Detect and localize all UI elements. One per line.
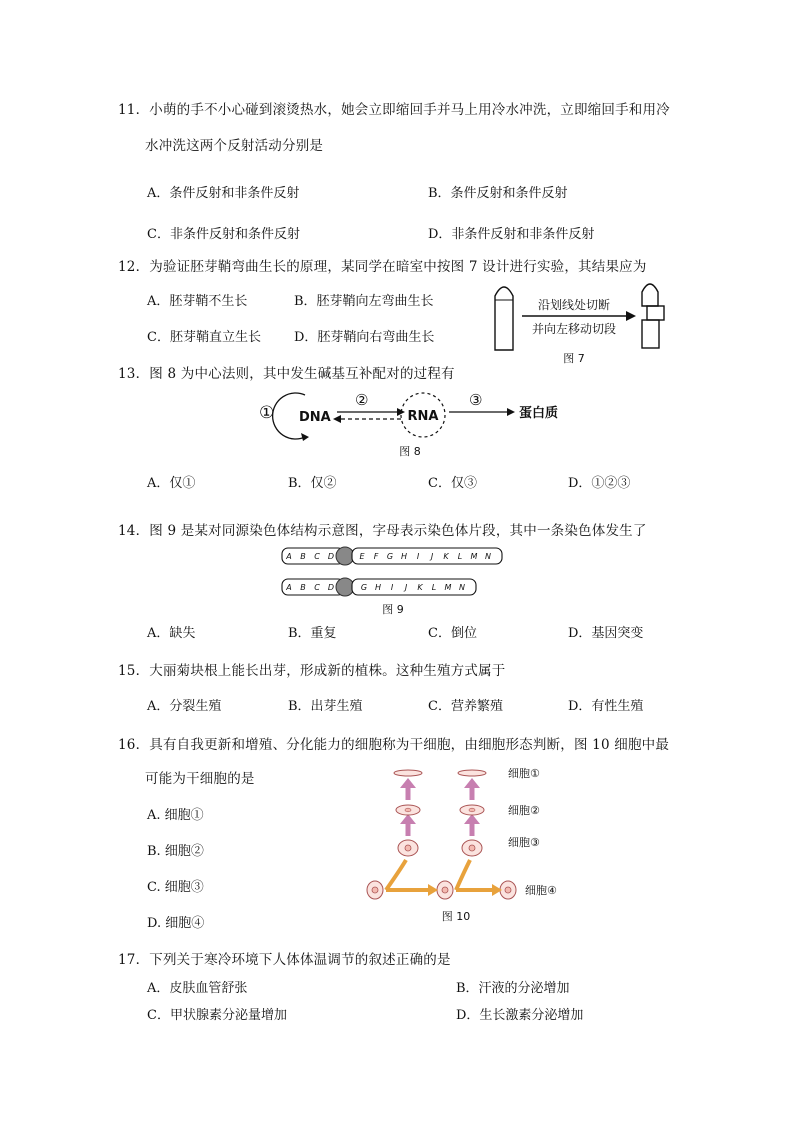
nucleus xyxy=(442,887,448,893)
process-2-label: ② xyxy=(355,391,369,409)
q14-stem: 14．图 9 是某对同源染色体结构示意图，字母表示染色体片段，其中一条染色体发生了 xyxy=(118,523,647,539)
q14-option-d[interactable]: D．基因突变 xyxy=(568,626,644,641)
pink-arrow-shaft xyxy=(406,822,411,836)
coleoptile-stump-shape xyxy=(642,320,659,348)
figure-9-caption: 图 9 xyxy=(382,603,404,616)
q16-stem-line2: 可能为干细胞的是 xyxy=(145,771,255,787)
q17-option-b[interactable]: B．汗液的分泌增加 xyxy=(456,981,570,996)
cell-4-label: 细胞④ xyxy=(525,884,557,897)
segment-letter: L xyxy=(431,583,437,592)
figure-7-line2: 并向左移动切段 xyxy=(531,322,617,336)
q17-option-a[interactable]: A．皮肤血管舒张 xyxy=(147,981,248,996)
q16-option-d[interactable]: D. 细胞④ xyxy=(147,916,205,931)
translation-arrowhead xyxy=(507,408,515,416)
coleoptile-tip-shape xyxy=(642,284,658,306)
orange-arrow-curve-1 xyxy=(386,860,406,890)
pink-arrowhead xyxy=(464,778,480,788)
q15-option-d[interactable]: D．有性生殖 xyxy=(568,699,644,714)
q16-option-b[interactable]: B. 细胞② xyxy=(147,844,204,859)
segment-letter: F xyxy=(373,552,379,561)
q13-option-a[interactable]: A．仅① xyxy=(147,476,196,491)
q16-option-a[interactable]: A. 细胞① xyxy=(147,808,204,823)
q11-stem-line1: 11．小萌的手不小心碰到滚烫热水，她会立即缩回手并马上用冷水冲洗，立即缩回手和用冷 xyxy=(118,102,670,118)
cell-3-label: 细胞③ xyxy=(508,836,540,849)
nucleus xyxy=(469,808,475,812)
segment-letter: H xyxy=(400,552,408,561)
segment-letter: J xyxy=(404,583,408,592)
segment-letter: D xyxy=(327,552,335,561)
replication-arrowhead xyxy=(301,433,309,441)
q14-option-b[interactable]: B．重复 xyxy=(288,626,337,641)
q12-option-d[interactable]: D．胚芽鞘向右弯曲生长 xyxy=(294,330,435,345)
q13-option-b[interactable]: B．仅② xyxy=(288,476,337,491)
segment-letter: I xyxy=(416,552,420,561)
q16-stem-line1: 16．具有自我更新和增殖、分化能力的细胞称为干细胞，由细胞形态判断，图 10 细胞中最 xyxy=(118,737,670,753)
process-3-label: ③ xyxy=(469,391,483,409)
q13-option-d[interactable]: D．①②③ xyxy=(568,476,631,491)
segment-letter: N xyxy=(485,552,491,561)
q16-option-c[interactable]: C. 细胞③ xyxy=(147,880,204,895)
figure-7-line1: 沿划线处切断 xyxy=(537,298,611,312)
q11-option-a[interactable]: A．条件反射和非条件反射 xyxy=(147,186,300,201)
segment-letter: B xyxy=(300,583,306,592)
q13-option-c[interactable]: C．仅③ xyxy=(428,476,477,491)
nucleus xyxy=(405,845,411,851)
segment-letter: K xyxy=(417,583,423,592)
q12-option-a[interactable]: A．胚芽鞘不生长 xyxy=(147,294,248,309)
q11-option-d[interactable]: D．非条件反射和非条件反射 xyxy=(428,227,595,242)
q12-stem: 12．为验证胚芽鞘弯曲生长的原理，某同学在暗室中按图 7 设计进行实验，其结果应为 xyxy=(118,259,647,275)
q11-option-b[interactable]: B．条件反射和条件反射 xyxy=(428,186,568,201)
q13-stem: 13．图 8 为中心法则，其中发生碱基互补配对的过程有 xyxy=(118,366,455,382)
segment-letter: E xyxy=(359,552,365,561)
segment-letter: A xyxy=(286,583,292,592)
q17-option-c[interactable]: C．甲状腺素分泌量增加 xyxy=(147,1008,287,1023)
q11-stem-line2: 水冲洗这两个反射活动分别是 xyxy=(145,138,324,154)
figure-10-caption: 图 10 xyxy=(441,910,471,923)
q14-option-a[interactable]: A．缺失 xyxy=(147,626,196,641)
orange-arrow-curve-2 xyxy=(456,860,470,890)
coleoptile-segment-shape xyxy=(647,306,664,320)
q15-stem: 15．大丽菊块根上能长出芽，形成新的植株。这种生殖方式属于 xyxy=(118,663,506,679)
segment-letter: I xyxy=(390,583,394,592)
figure-7-arrowhead xyxy=(626,311,636,321)
nucleus xyxy=(372,887,378,893)
segment-letter: M xyxy=(444,583,452,592)
nucleus xyxy=(469,845,475,851)
segment-letter: D xyxy=(327,583,335,592)
centromere-top xyxy=(336,547,354,565)
figure-8-caption: 图 8 xyxy=(399,445,421,458)
coleoptile-original-shape xyxy=(495,287,513,350)
figure-7 xyxy=(490,278,675,370)
segment-letter: B xyxy=(300,552,306,561)
q15-option-a[interactable]: A．分裂生殖 xyxy=(147,699,222,714)
segment-letter: N xyxy=(459,583,465,592)
nucleus xyxy=(405,808,411,812)
cell-1-left xyxy=(394,770,422,776)
segment-letter: K xyxy=(443,552,449,561)
segment-letter: G xyxy=(360,583,368,592)
segment-letter: A xyxy=(286,552,292,561)
figure-8 xyxy=(255,385,575,460)
reverse-transcription-arrowhead xyxy=(333,415,341,423)
dna-label: DNA xyxy=(299,410,331,425)
figure-7-caption: 图 7 xyxy=(563,352,585,365)
chromosome-bottom-right-arm xyxy=(352,579,476,595)
q11-option-c[interactable]: C．非条件反射和条件反射 xyxy=(147,227,300,242)
segment-letter: G xyxy=(386,552,394,561)
figure-9 xyxy=(278,543,508,618)
q15-option-b[interactable]: B．出芽生殖 xyxy=(288,699,363,714)
pink-arrow-shaft xyxy=(470,786,475,800)
segment-letter: C xyxy=(314,552,320,561)
rna-label: RNA xyxy=(407,409,439,424)
cell-2-label: 细胞② xyxy=(508,804,540,817)
segment-letter: H xyxy=(374,583,382,592)
pink-arrow-shaft xyxy=(406,786,411,800)
nucleus xyxy=(505,887,511,893)
centromere-bottom xyxy=(336,578,354,596)
segment-letter: M xyxy=(470,552,478,561)
segment-letter: J xyxy=(430,552,434,561)
protein-label: 蛋白质 xyxy=(519,406,559,421)
segment-letter: L xyxy=(457,552,463,561)
q17-stem: 17．下列关于寒冷环境下人体体温调节的叙述正确的是 xyxy=(118,952,451,968)
segment-letter: C xyxy=(314,583,320,592)
figure-10 xyxy=(360,760,590,928)
q15-option-c[interactable]: C．营养繁殖 xyxy=(428,699,503,714)
q14-option-c[interactable]: C．倒位 xyxy=(428,626,477,641)
orange-arrowhead xyxy=(428,884,438,896)
cell-1 xyxy=(458,770,486,776)
pink-arrowhead xyxy=(400,778,416,788)
q12-option-b[interactable]: B．胚芽鞘向左弯曲生长 xyxy=(294,294,434,309)
q17-option-d[interactable]: D．生长激素分泌增加 xyxy=(456,1008,584,1023)
process-1-label: ① xyxy=(259,403,275,423)
q12-option-c[interactable]: C．胚芽鞘直立生长 xyxy=(147,330,261,345)
cell-1-label: 细胞① xyxy=(508,767,540,780)
pink-arrow-shaft xyxy=(470,822,475,836)
